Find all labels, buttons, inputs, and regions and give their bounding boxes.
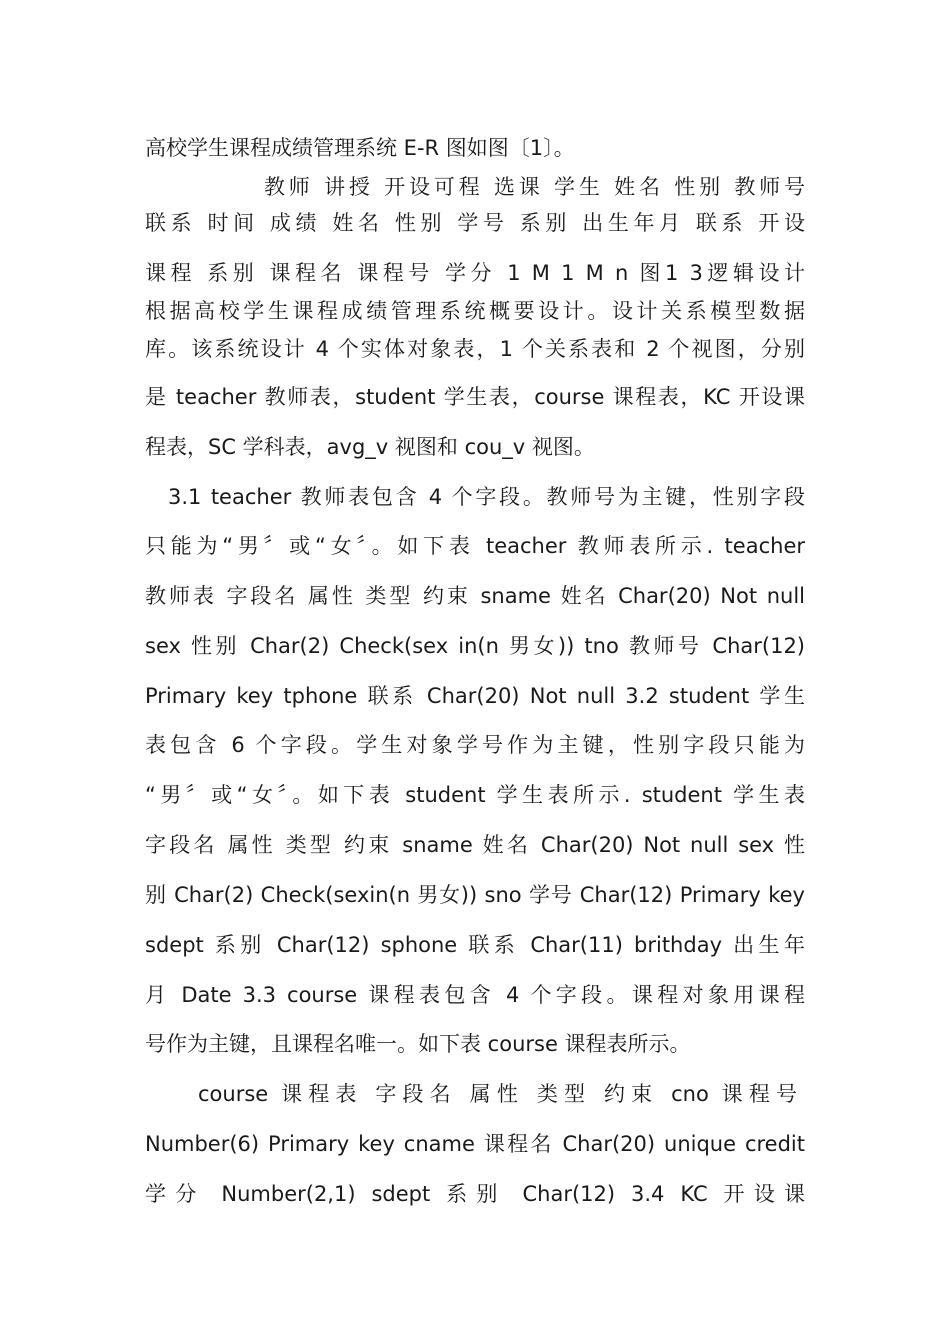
text-line: 是 teacher 教师表，student 学生表，course 课程表，KC 开设课 [145, 385, 805, 409]
text-line: 课程 系别 课程名 课程号 学分 1 M 1 M n 图1 3逻辑设计 [145, 261, 805, 285]
text-line: 3.1 teacher 教师表包含 4 个字段。教师号为主键，性别字段 [168, 485, 805, 509]
text-line: “男〞或“女〞。如下表 student 学生表所示. student 学生表 [145, 783, 805, 807]
text-line: sdept 系别 Char(12) sphone 联系 Char(11) brithday 出生年 [145, 933, 805, 957]
text-line: course 课程表 字段名 属性 类型 约束 cno 课程号 [198, 1082, 797, 1106]
text-line: 学分 Number(2,1) sdept 系别 Char(12) 3.4 KC 开设课 [145, 1182, 805, 1206]
text-line: 教师 讲授 开设可程 选课 学生 姓名 性别 教师号 [264, 175, 805, 199]
text-line: 号作为主键，且课程名唯一。如下表 course 课程表所示。 [145, 1032, 691, 1056]
text-line: 表包含 6 个字段。学生对象学号作为主键，性别字段只能为 [145, 733, 805, 757]
text-line: 高校学生课程成绩管理系统 E-R 图如图〔1〕。 [145, 136, 575, 160]
text-line: Number(6) Primary key cname 课程名 Char(20) unique credit [145, 1132, 805, 1156]
text-line: 只能为“男〞或“女〞。如下表 teacher 教师表所示. teacher [145, 534, 805, 558]
text-line: 根据高校学生课程成绩管理系统概要设计。设计关系模型数据 [145, 299, 805, 323]
text-line: 字段名 属性 类型 约束 sname 姓名 Char(20) Not null sex 性 [145, 833, 805, 857]
text-line: 库。该系统设计 4 个实体对象表，1 个关系表和 2 个视图，分别 [145, 337, 805, 361]
text-line: 联系 时间 成绩 姓名 性别 学号 系别 出生年月 联系 开设 [145, 211, 805, 235]
text-line: 别 Char(2) Check(sexin(n 男女)) sno 学号 Char(12) Primary key [145, 883, 805, 907]
text-line: sex 性别 Char(2) Check(sex in(n 男女)) tno 教师号 Char(12) [145, 634, 805, 658]
text-line: Primary key tphone 联系 Char(20) Not null 3.2 student 学生 [145, 684, 805, 708]
text-line: 程表，SC 学科表，avg_v 视图和 cou_v 视图。 [145, 435, 595, 459]
text-line: 教师表 字段名 属性 类型 约束 sname 姓名 Char(20) Not null [145, 584, 805, 608]
text-line: 月 Date 3.3 course 课程表包含 4 个字段。课程对象用课程 [145, 983, 805, 1007]
